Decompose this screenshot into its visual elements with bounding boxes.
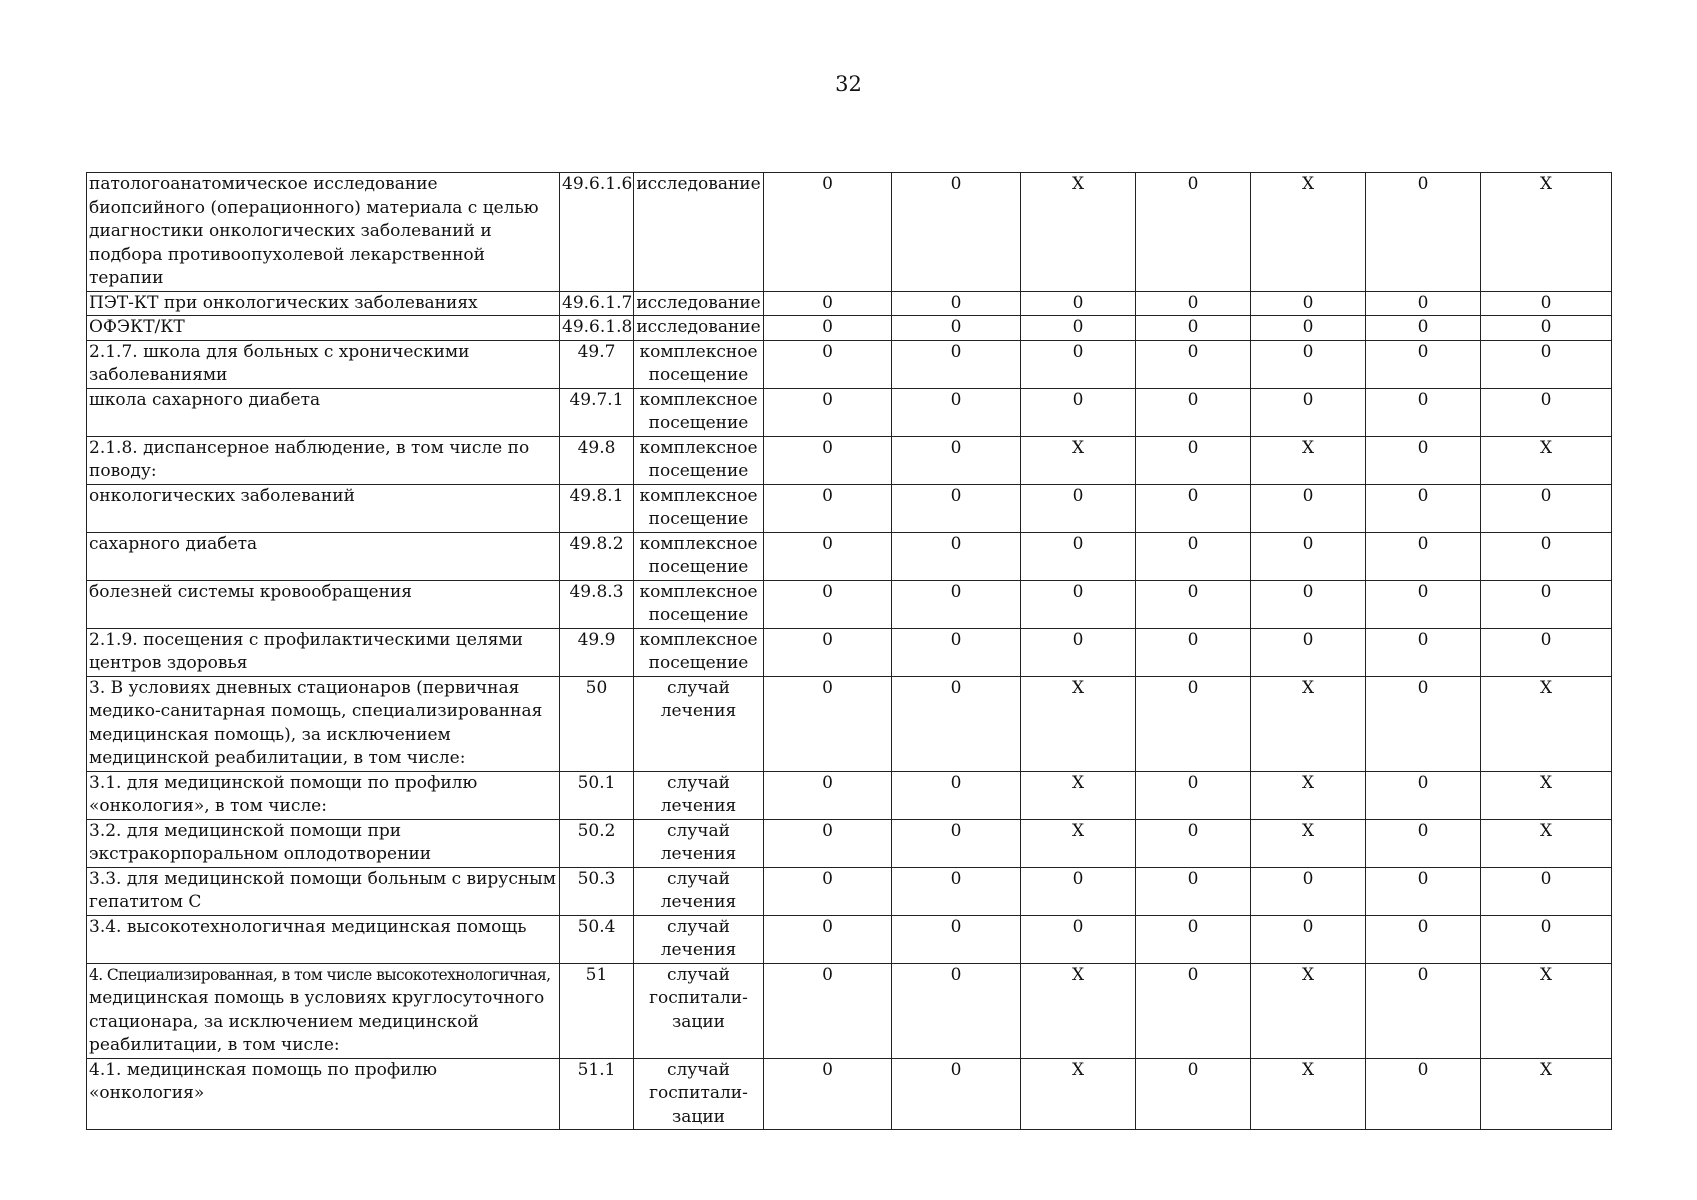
row-name: онкологических заболеваний [89, 485, 355, 506]
data-table [86, 172, 1612, 1130]
table-body [87, 173, 1612, 1130]
row-name: 3.3. для медицинской помощи больным с вирусным гепатитом С [89, 868, 556, 912]
row-value-4: 0 [1136, 580, 1251, 628]
table-row [87, 436, 1612, 484]
row-value-4: 0 [1136, 819, 1251, 867]
row-name-cell [87, 291, 560, 316]
row-value-5: 0 [1251, 388, 1366, 436]
row-value-5: X [1251, 676, 1366, 771]
row-code: 50.4 [560, 915, 634, 963]
row-value-3: 0 [1021, 628, 1136, 676]
table-row [87, 1058, 1612, 1130]
table-row [87, 771, 1612, 819]
row-name-first-line: 4. Специализированная, в том числе высокотехнологичная, [89, 965, 551, 984]
row-value-1: 0 [764, 532, 892, 580]
row-value-3: 0 [1021, 291, 1136, 316]
row-value-2: 0 [892, 771, 1021, 819]
row-value-2: 0 [892, 1058, 1021, 1130]
table-row [87, 316, 1612, 341]
row-name: 3.2. для медицинской помощи при экстракорпоральном оплодотворении [89, 820, 432, 864]
row-unit: случай лечения [634, 771, 764, 819]
row-unit: исследование [634, 291, 764, 316]
row-value-7: 0 [1481, 388, 1612, 436]
table-row [87, 173, 1612, 292]
row-name: 4.1. медицинская помощь по профилю «онкология» [89, 1059, 438, 1103]
row-code: 49.6.1.6 [560, 173, 634, 292]
table-row [87, 819, 1612, 867]
row-value-1: 0 [764, 340, 892, 388]
row-value-4: 0 [1136, 963, 1251, 1058]
row-value-3: 0 [1021, 484, 1136, 532]
row-name: 2.1.7. школа для больных с хроническими заболеваниями [89, 341, 470, 385]
table-row [87, 628, 1612, 676]
row-name-cell [87, 963, 560, 1058]
row-unit: исследование [634, 316, 764, 341]
row-value-7: 0 [1481, 316, 1612, 341]
row-value-3: X [1021, 771, 1136, 819]
row-value-5: X [1251, 819, 1366, 867]
row-name: 3. В условиях дневных стационаров (первичная медико-санитарная помощь, специализированная медицинская помощь), за исключением медицинской реабилитации, в том числе: [89, 677, 543, 768]
row-unit: комплексное посещение [634, 532, 764, 580]
row-value-4: 0 [1136, 316, 1251, 341]
row-value-3: 0 [1021, 388, 1136, 436]
row-code: 49.6.1.7 [560, 291, 634, 316]
row-value-6: 0 [1366, 291, 1481, 316]
row-value-1: 0 [764, 963, 892, 1058]
row-code: 50 [560, 676, 634, 771]
row-value-7: 0 [1481, 484, 1612, 532]
row-value-7: X [1481, 173, 1612, 292]
row-value-3: 0 [1021, 867, 1136, 915]
row-value-1: 0 [764, 484, 892, 532]
row-name: патологоанатомическое исследование биопсийного (операционного) материала с целью диагностики онкологических заболеваний и подбора противоопухолевой лекарственной терапии [89, 174, 539, 288]
row-name-cell [87, 867, 560, 915]
table-row [87, 388, 1612, 436]
row-value-3: X [1021, 963, 1136, 1058]
row-value-5: 0 [1251, 340, 1366, 388]
row-value-3: X [1021, 436, 1136, 484]
row-value-4: 0 [1136, 340, 1251, 388]
row-unit: случай лечения [634, 676, 764, 771]
row-value-5: 0 [1251, 484, 1366, 532]
row-value-6: 0 [1366, 388, 1481, 436]
row-unit: случай лечения [634, 867, 764, 915]
row-unit: случай госпитали-зации [634, 1058, 764, 1130]
row-name-cell [87, 340, 560, 388]
row-value-4: 0 [1136, 771, 1251, 819]
row-value-7: X [1481, 676, 1612, 771]
row-name: 3.1. для медицинской помощи по профилю «онкология», в том числе: [89, 772, 478, 816]
row-value-7: X [1481, 819, 1612, 867]
row-name: школа сахарного диабета [89, 389, 321, 410]
row-value-1: 0 [764, 1058, 892, 1130]
row-value-6: 0 [1366, 316, 1481, 341]
row-value-3: 0 [1021, 580, 1136, 628]
table-row [87, 867, 1612, 915]
row-value-6: 0 [1366, 771, 1481, 819]
row-value-4: 0 [1136, 867, 1251, 915]
row-value-6: 0 [1366, 628, 1481, 676]
table-row [87, 291, 1612, 316]
row-value-7: 0 [1481, 915, 1612, 963]
row-name: ПЭТ-КТ при онкологических заболеваниях [89, 292, 478, 313]
row-value-6: 0 [1366, 867, 1481, 915]
row-code: 50.3 [560, 867, 634, 915]
table-row [87, 532, 1612, 580]
row-value-6: 0 [1366, 340, 1481, 388]
row-value-6: 0 [1366, 1058, 1481, 1130]
row-value-1: 0 [764, 676, 892, 771]
row-value-4: 0 [1136, 532, 1251, 580]
row-value-5: X [1251, 1058, 1366, 1130]
row-name: сахарного диабета [89, 533, 258, 554]
row-name-cell [87, 819, 560, 867]
table-row [87, 915, 1612, 963]
row-value-6: 0 [1366, 819, 1481, 867]
row-value-1: 0 [764, 771, 892, 819]
row-value-3: X [1021, 173, 1136, 292]
row-name-cell [87, 173, 560, 292]
row-code: 49.8.3 [560, 580, 634, 628]
row-name: ОФЭКТ/КТ [89, 317, 185, 337]
row-value-7: X [1481, 963, 1612, 1058]
row-value-6: 0 [1366, 484, 1481, 532]
row-name-cell [87, 532, 560, 580]
row-name-cell [87, 915, 560, 963]
row-value-2: 0 [892, 628, 1021, 676]
row-value-4: 0 [1136, 291, 1251, 316]
row-value-5: 0 [1251, 915, 1366, 963]
row-value-7: X [1481, 1058, 1612, 1130]
row-code: 49.7.1 [560, 388, 634, 436]
row-unit: комплексное посещение [634, 580, 764, 628]
row-value-2: 0 [892, 580, 1021, 628]
row-value-6: 0 [1366, 963, 1481, 1058]
row-value-2: 0 [892, 867, 1021, 915]
row-value-2: 0 [892, 484, 1021, 532]
row-value-2: 0 [892, 915, 1021, 963]
row-code: 49.7 [560, 340, 634, 388]
row-value-1: 0 [764, 436, 892, 484]
row-value-3: 0 [1021, 915, 1136, 963]
row-value-2: 0 [892, 819, 1021, 867]
row-code: 49.9 [560, 628, 634, 676]
row-name: болезней системы кровообращения [89, 581, 413, 602]
row-unit: случай лечения [634, 915, 764, 963]
row-unit: комплексное посещение [634, 340, 764, 388]
row-value-3: X [1021, 676, 1136, 771]
row-value-6: 0 [1366, 532, 1481, 580]
row-value-7: 0 [1481, 532, 1612, 580]
row-value-2: 0 [892, 436, 1021, 484]
row-value-6: 0 [1366, 676, 1481, 771]
row-value-4: 0 [1136, 1058, 1251, 1130]
row-value-2: 0 [892, 388, 1021, 436]
row-value-4: 0 [1136, 173, 1251, 292]
row-value-7: X [1481, 436, 1612, 484]
row-value-5: X [1251, 173, 1366, 292]
row-value-6: 0 [1366, 915, 1481, 963]
row-name: 2.1.8. диспансерное наблюдение, в том числе по поводу: [89, 437, 530, 481]
row-value-2: 0 [892, 963, 1021, 1058]
row-value-3: X [1021, 819, 1136, 867]
row-unit: комплексное посещение [634, 484, 764, 532]
row-value-1: 0 [764, 867, 892, 915]
row-name-cell [87, 388, 560, 436]
row-value-2: 0 [892, 291, 1021, 316]
row-name-cell [87, 771, 560, 819]
row-unit: комплексное посещение [634, 436, 764, 484]
row-value-6: 0 [1366, 436, 1481, 484]
row-value-2: 0 [892, 676, 1021, 771]
row-code: 51 [560, 963, 634, 1058]
row-value-5: 0 [1251, 316, 1366, 341]
page-number: 32 [835, 72, 862, 96]
row-value-5: 0 [1251, 291, 1366, 316]
row-name-cell [87, 628, 560, 676]
row-unit: комплексное посещение [634, 388, 764, 436]
row-value-7: X [1481, 771, 1612, 819]
row-value-6: 0 [1366, 173, 1481, 292]
row-value-5: X [1251, 963, 1366, 1058]
row-code: 49.8.1 [560, 484, 634, 532]
row-value-7: 0 [1481, 867, 1612, 915]
row-value-7: 0 [1481, 580, 1612, 628]
table-row [87, 963, 1612, 1058]
row-value-3: 0 [1021, 340, 1136, 388]
row-value-4: 0 [1136, 484, 1251, 532]
row-name-cell [87, 676, 560, 771]
row-value-5: X [1251, 771, 1366, 819]
row-value-4: 0 [1136, 436, 1251, 484]
row-code: 50.1 [560, 771, 634, 819]
row-value-5: 0 [1251, 628, 1366, 676]
row-unit: комплексное посещение [634, 628, 764, 676]
row-value-3: 0 [1021, 532, 1136, 580]
row-value-4: 0 [1136, 676, 1251, 771]
row-value-2: 0 [892, 173, 1021, 292]
row-value-7: 0 [1481, 340, 1612, 388]
row-code: 50.2 [560, 819, 634, 867]
row-value-1: 0 [764, 628, 892, 676]
row-value-1: 0 [764, 819, 892, 867]
row-code: 49.8.2 [560, 532, 634, 580]
row-unit: исследование [634, 173, 764, 292]
row-code: 49.8 [560, 436, 634, 484]
table-row [87, 340, 1612, 388]
row-name-cell [87, 580, 560, 628]
row-value-1: 0 [764, 580, 892, 628]
row-value-5: 0 [1251, 532, 1366, 580]
row-value-7: 0 [1481, 291, 1612, 316]
table-row [87, 580, 1612, 628]
table-row [87, 484, 1612, 532]
row-name: 3.4. высокотехнологичная медицинская помощь [89, 916, 527, 937]
row-value-1: 0 [764, 173, 892, 292]
row-value-1: 0 [764, 915, 892, 963]
row-value-1: 0 [764, 291, 892, 316]
row-value-6: 0 [1366, 580, 1481, 628]
row-value-2: 0 [892, 532, 1021, 580]
row-code: 49.6.1.8 [560, 316, 634, 341]
row-value-4: 0 [1136, 915, 1251, 963]
row-name-cell [87, 436, 560, 484]
row-value-5: X [1251, 436, 1366, 484]
row-value-4: 0 [1136, 628, 1251, 676]
row-value-1: 0 [764, 316, 892, 341]
row-value-4: 0 [1136, 388, 1251, 436]
row-name: медицинская помощь в условиях круглосуточного стационара, за исключением медицинской реабилитации, в том числе: [89, 988, 545, 1055]
row-code: 51.1 [560, 1058, 634, 1130]
row-value-3: 0 [1021, 316, 1136, 341]
table-row [87, 676, 1612, 771]
row-name-cell [87, 484, 560, 532]
row-unit: случай лечения [634, 819, 764, 867]
row-value-5: 0 [1251, 580, 1366, 628]
row-name-cell [87, 316, 560, 341]
row-name: 2.1.9. посещения с профилактическими целями центров здоровья [89, 629, 523, 673]
row-value-1: 0 [764, 388, 892, 436]
row-value-7: 0 [1481, 628, 1612, 676]
row-value-3: X [1021, 1058, 1136, 1130]
row-name-cell [87, 1058, 560, 1130]
row-value-2: 0 [892, 340, 1021, 388]
row-value-2: 0 [892, 316, 1021, 341]
row-unit: случай госпитали-зации [634, 963, 764, 1058]
row-value-5: 0 [1251, 867, 1366, 915]
